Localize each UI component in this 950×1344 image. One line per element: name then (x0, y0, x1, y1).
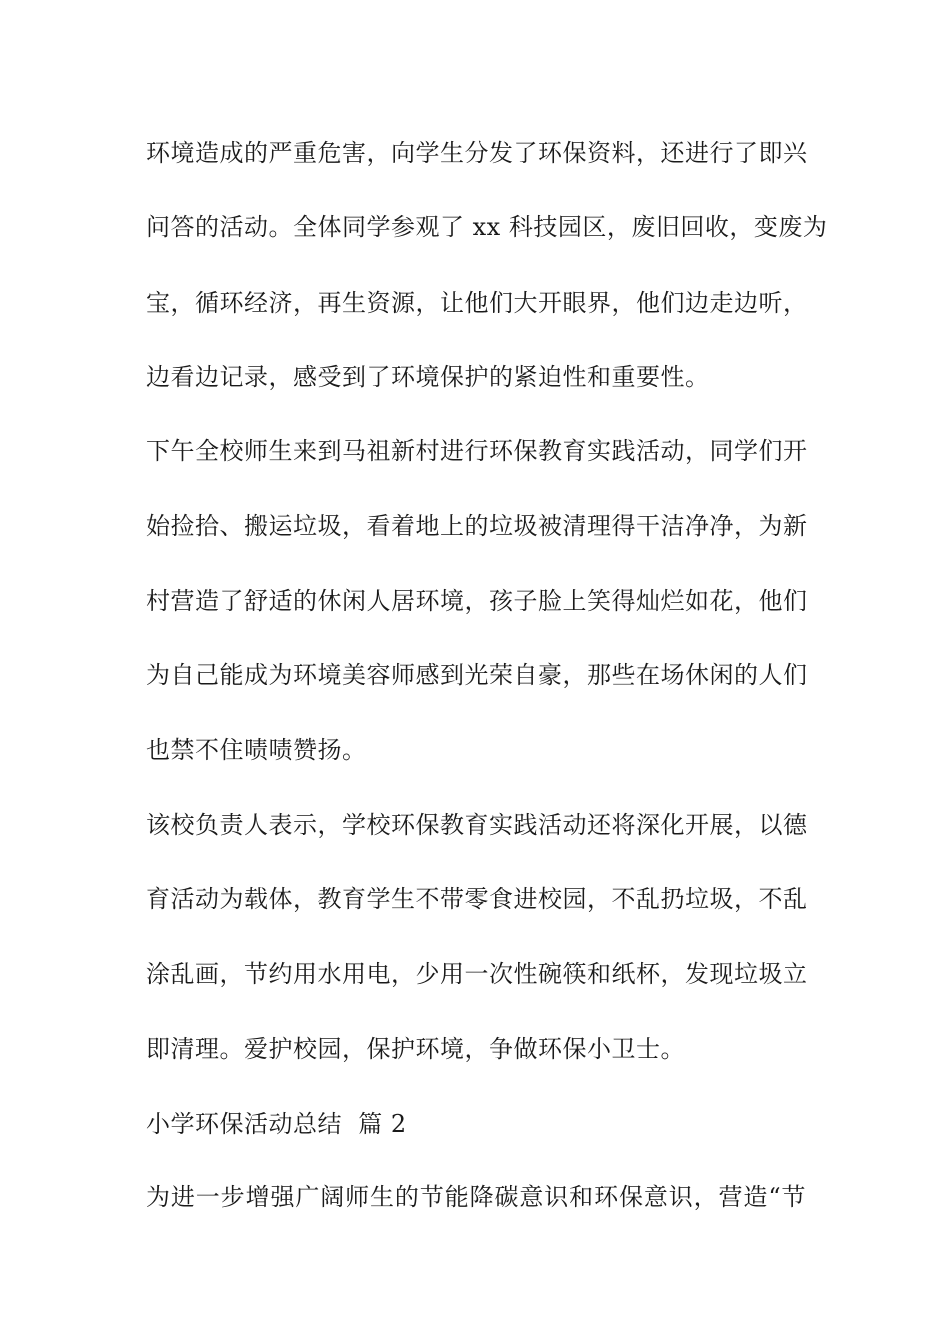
paragraph-line: 育活动为载体，教育学生不带零食进校园，不乱扔垃圾，不乱 (146, 885, 808, 913)
paragraph-line: 为自己能成为环境美容师感到光荣自豪，那些在场休闲的人们 (146, 661, 808, 689)
paragraph-line: 问答的活动。全体同学参观了 xx 科技园区，废旧回收，变废为 (146, 213, 828, 241)
paragraph-line: 环境造成的严重危害，向学生分发了环保资料，还进行了即兴 (146, 139, 808, 167)
paragraph-line: 也禁不住啧啧赞扬。 (146, 736, 367, 764)
section-heading: 小学环保活动总结 篇 2 (146, 1110, 407, 1138)
paragraph-line: 始捡拾、搬运垃圾，看着地上的垃圾被清理得干洁净净，为新 (146, 512, 808, 540)
paragraph-line: 该校负责人表示，学校环保教育实践活动还将深化开展，以德 (146, 811, 808, 839)
paragraph-line: 下午全校师生来到马祖新村进行环保教育实践活动，同学们开 (146, 437, 808, 465)
paragraph-line: 边看边记录，感受到了环境保护的紧迫性和重要性。 (146, 363, 710, 391)
paragraph-line: 即清理。爱护校园，保护环境，争做环保小卫士。 (146, 1035, 685, 1063)
paragraph-line: 宝，循环经济，再生资源，让他们大开眼界，他们边走边听， (146, 289, 808, 317)
paragraph-line: 为进一步增强广阔师生的节能降碳意识和环保意识，营造“节 (146, 1183, 806, 1211)
paragraph-line: 村营造了舒适的休闲人居环境，孩子脸上笑得灿烂如花，他们 (146, 587, 808, 615)
paragraph-line: 涂乱画，节约用水用电，少用一次性碗筷和纸杯，发现垃圾立 (146, 960, 808, 988)
